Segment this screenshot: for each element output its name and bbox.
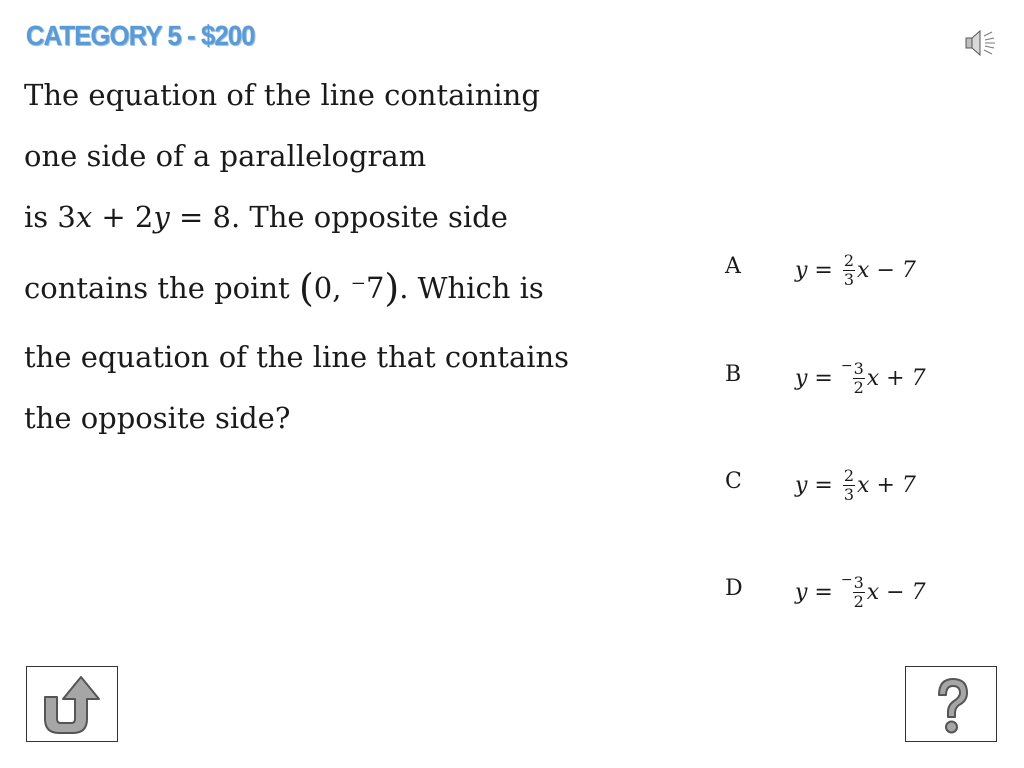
- fraction-numerator: 2: [843, 250, 855, 270]
- equation-rhs: x + 7: [857, 472, 916, 498]
- question-line-3: [24, 200, 508, 234]
- equation-rhs: x − 7: [857, 257, 916, 283]
- help-button[interactable]: [905, 666, 997, 742]
- question-line-3-part-c: = 8. The opposite side: [169, 200, 508, 234]
- equation-lhs: y =: [795, 472, 833, 498]
- question-line-5: the equation of the line that contains: [24, 340, 570, 374]
- fraction-denominator: 2: [853, 377, 864, 397]
- choice-letter: B: [725, 362, 742, 387]
- question-line-6: the opposite side?: [24, 401, 291, 435]
- speaker-icon[interactable]: [962, 24, 1000, 62]
- equation-rhs: x − 7: [866, 579, 926, 605]
- point-coordinates: 0, ⁻7: [313, 271, 385, 305]
- fraction: [853, 358, 865, 397]
- back-button[interactable]: [26, 666, 118, 742]
- variable-y: y: [153, 200, 170, 234]
- choice-equation: [795, 240, 916, 300]
- question-line-1: The equation of the line containing: [24, 78, 540, 112]
- negative-sign: −: [840, 572, 853, 588]
- equation-lhs: y =: [795, 365, 833, 391]
- question-line-4: [24, 266, 544, 310]
- equation-lhs: y =: [795, 579, 833, 605]
- choice-b[interactable]: [725, 348, 1005, 408]
- fraction-numerator: 3: [853, 572, 864, 592]
- question-mark-icon: [906, 667, 998, 743]
- fraction-denominator: 2: [853, 591, 864, 611]
- fraction: [843, 250, 855, 289]
- question-line-3-part-b: + 2: [92, 200, 154, 234]
- question-line-2: one side of a parallelogram: [24, 139, 427, 173]
- variable-x: x: [75, 200, 93, 234]
- choice-d[interactable]: [725, 562, 1005, 622]
- open-paren: (: [298, 266, 314, 310]
- negative-sign: −: [840, 358, 853, 374]
- choice-equation: [795, 455, 916, 515]
- question-line-4-part-a: contains the point: [24, 271, 299, 305]
- equation-lhs: y =: [795, 257, 833, 283]
- fraction-denominator: 3: [843, 269, 855, 289]
- fraction-denominator: 3: [843, 484, 855, 504]
- choice-letter: C: [725, 469, 742, 494]
- question-line-4-part-b: . Which is: [399, 271, 544, 305]
- fraction-numerator: 3: [853, 358, 864, 378]
- u-turn-arrow-icon: [27, 667, 119, 743]
- choice-letter: D: [725, 576, 743, 601]
- close-paren: ): [384, 266, 400, 310]
- fraction-numerator: 2: [843, 465, 855, 485]
- choice-a[interactable]: [725, 240, 1005, 300]
- choice-equation: [795, 562, 926, 622]
- choice-equation: [795, 348, 926, 408]
- question-line-3-part-a: is 3: [24, 200, 76, 234]
- fraction: [843, 465, 855, 504]
- category-title: CATEGORY 5 - $200: [26, 20, 255, 51]
- equation-rhs: x + 7: [866, 365, 926, 391]
- choice-c[interactable]: [725, 455, 1005, 515]
- choice-letter: A: [725, 254, 741, 279]
- fraction: [853, 572, 865, 611]
